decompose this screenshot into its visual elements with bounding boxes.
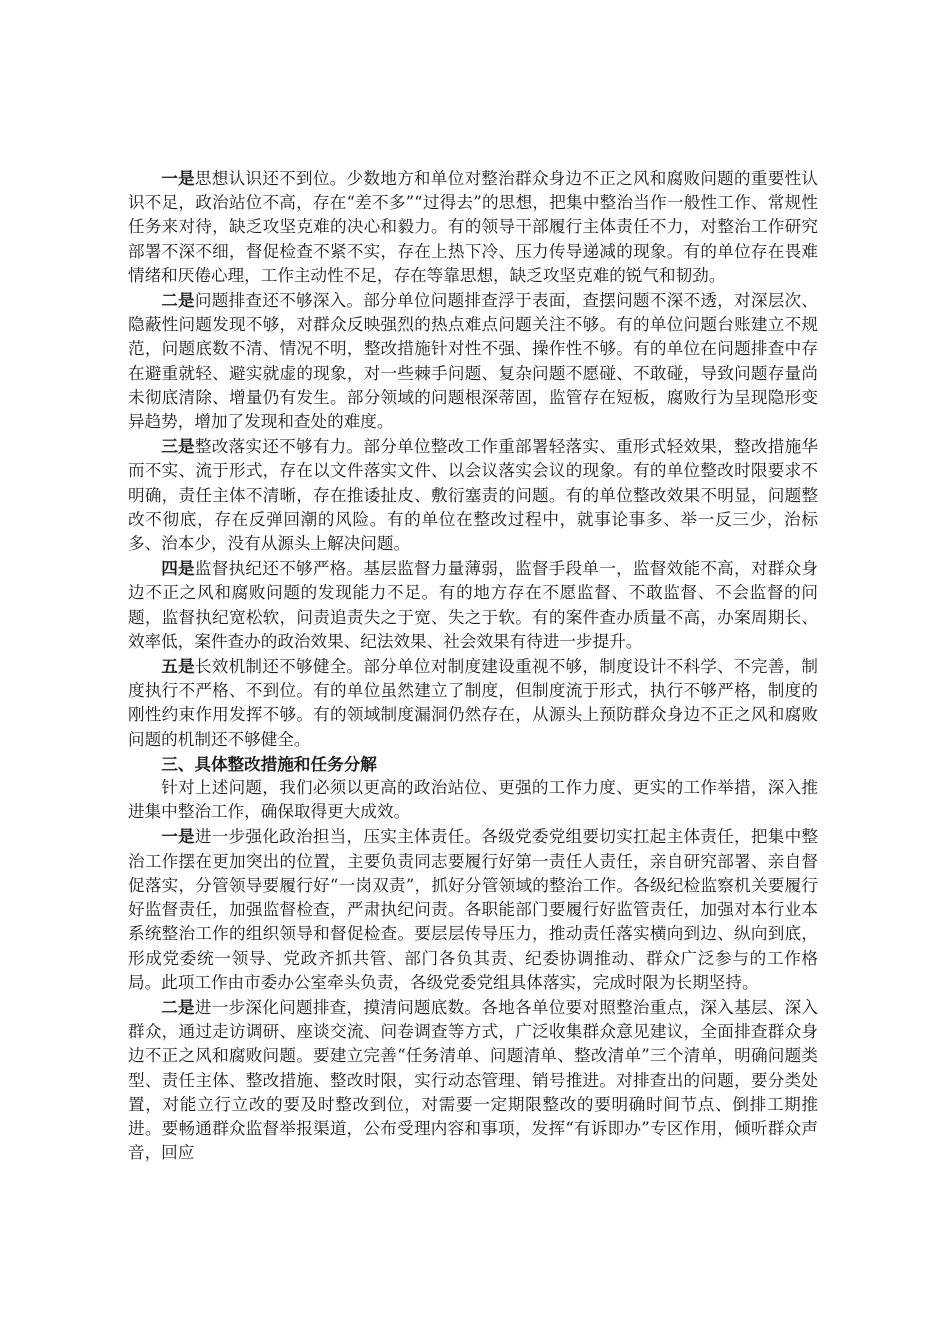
paragraph-problem-1 — [128, 166, 818, 288]
paragraph-measure-1 — [128, 824, 818, 994]
paragraph-text: 针对上述问题，我们必须以更高的政治站位、更强的工作力度、更实的工作举措，深入推进集中整治工作，确保取得更大成效。 — [128, 778, 818, 822]
paragraph-text: 进一步深化问题排查，摸清问题底数。各地各单位要对照整治重点，深入基层、深入群众，通过走访调研、座谈交流、问卷调查等方式，广泛收集群众意见建议，全面排查群众身边不正之风和腐败问题。要建立完善“任务清单、问题清单、整改清单”三个清单，明确问题类型、责任主体、整改措施、整改时限，实行动态管理、销号推进。对排查出的问题，要分类处置，对能立行立改的要及时整改到位，对需要一定期限整改的要明确时间节点、倒排工期推进。要畅通群众监督举报渠道，公布受理内容和事项，发挥“有诉即办”专区作用，倾听群众声音，回应 — [128, 997, 819, 1163]
paragraph-text: 进一步强化政治担当，压实主体责任。各级党委党组要切实扛起主体责任，把集中整治工作摆在更加突出的位置，主要负责同志要履行好第一责任人责任，亲自研究部署、亲自督促落实，分管领导要履行好“一岗双责”，抓好分管领域的整治工作。各级纪检监察机关要履行好监督责任，加强监督检查，严肃执纪问责。各职能部门要履行好监管责任，加强对本行业本系统整治工作的组织领导和督促检查。要层层传导压力，推动责任落实横向到边、纵向到底，形成党委统一领导、党政齐抓共管、部门各负其责、纪委协调推动、群众广泛参与的工作格局。此项工作由市委办公室牵头负责，各级党委党组具体落实，完成时限为长期坚持。 — [128, 827, 819, 992]
paragraph-lead: 三是 — [161, 436, 195, 457]
document-body — [128, 166, 818, 1165]
paragraph-problem-3 — [128, 434, 818, 556]
section-heading — [128, 752, 818, 776]
section-heading-text: 三、具体整改措施和任务分解 — [161, 753, 377, 774]
paragraph-text: 思想认识还不到位。少数地方和单位对整治群众身边不正之风和腐败问题的重要性认识不足，政治站位不高，存在“差不多”“过得去”的思想，把集中整治当作一般性工作、常规性任务来对待，缺乏攻坚克难的决心和毅力。有的领导干部履行主体责任不力，对整治工作研究部署不深不细，督促检查不紧不实，存在上热下冷、压力传导递减的现象。有的单位存在畏难情绪和厌倦心理，工作主动性不足，存在等靠思想，缺乏攻坚克难的锐气和韧劲。 — [128, 169, 819, 285]
paragraph-text: 整改落实还不够有力。部分单位整改工作重部署轻落实、重形式轻效果，整改措施华而不实、流于形式，存在以文件落实文件、以会议落实会议的现象。有的单位整改时限要求不明确，责任主体不清晰，存在推诿扯皮、敷衍塞责的问题。有的单位整改效果不明显，问题整改不彻底，存在反弹回潮的风险。有的单位在整改过程中，就事论事多、举一反三少，治标多、治本少，没有从源头上解决问题。 — [128, 437, 819, 554]
paragraph-problem-5 — [128, 654, 818, 752]
paragraph-lead: 二是 — [161, 290, 195, 311]
paragraph-lead: 一是 — [161, 826, 195, 847]
paragraph-lead: 一是 — [161, 168, 195, 188]
paragraph-problem-4 — [128, 556, 818, 654]
paragraph-lead: 五是 — [161, 656, 195, 677]
paragraph-text: 长效机制还不够健全。部分单位对制度建设重视不够，制度设计不科学、不完善，制度执行不严格、不到位。有的单位虽然建立了制度，但制度流于形式，执行不够严格，制度的刚性约束作用发挥不够。有的领域制度漏洞仍然存在，从源头上预防群众身边不正之风和腐败问题的机制还不够健全。 — [128, 657, 819, 749]
paragraph-text: 监督执纪还不够严格。基层监督力量薄弱，监督手段单一，监督效能不高，对群众身边不正之风和腐败问题的发现能力不足。有的地方存在不愿监督、不敢监督、不会监督的问题，监督执纪宽松软，问责追责失之于宽、失之于软。有的案件查办质量不高，办案周期长、效率低，案件查办的政治效果、纪法效果、社会效果有待进一步提升。 — [128, 559, 819, 651]
paragraph-problem-2 — [128, 288, 818, 434]
paragraph-lead: 四是 — [161, 558, 195, 579]
paragraph-text: 问题排查还不够深入。部分单位问题排查浮于表面，查摆问题不深不透，对深层次、隐蔽性问题发现不够，对群众反映强烈的热点难点问题关注不够。有的单位问题台账建立不规范，问题底数不清、情况不明，整改措施针对性不强、操作性不够。有的单位在问题排查中存在避重就轻、避实就虚的现象，对一些棘手问题、复杂问题不愿碰、不敢碰，导致问题存量尚未彻底清除、增量仍有发生。部分领域的问题根深蒂固，监管存在短板，腐败行为呈现隐形变异趋势，增加了发现和查处的难度。 — [128, 291, 819, 432]
paragraph-lead: 二是 — [161, 996, 195, 1017]
paragraph-measure-2 — [128, 995, 818, 1165]
paragraph-intro — [128, 776, 818, 824]
